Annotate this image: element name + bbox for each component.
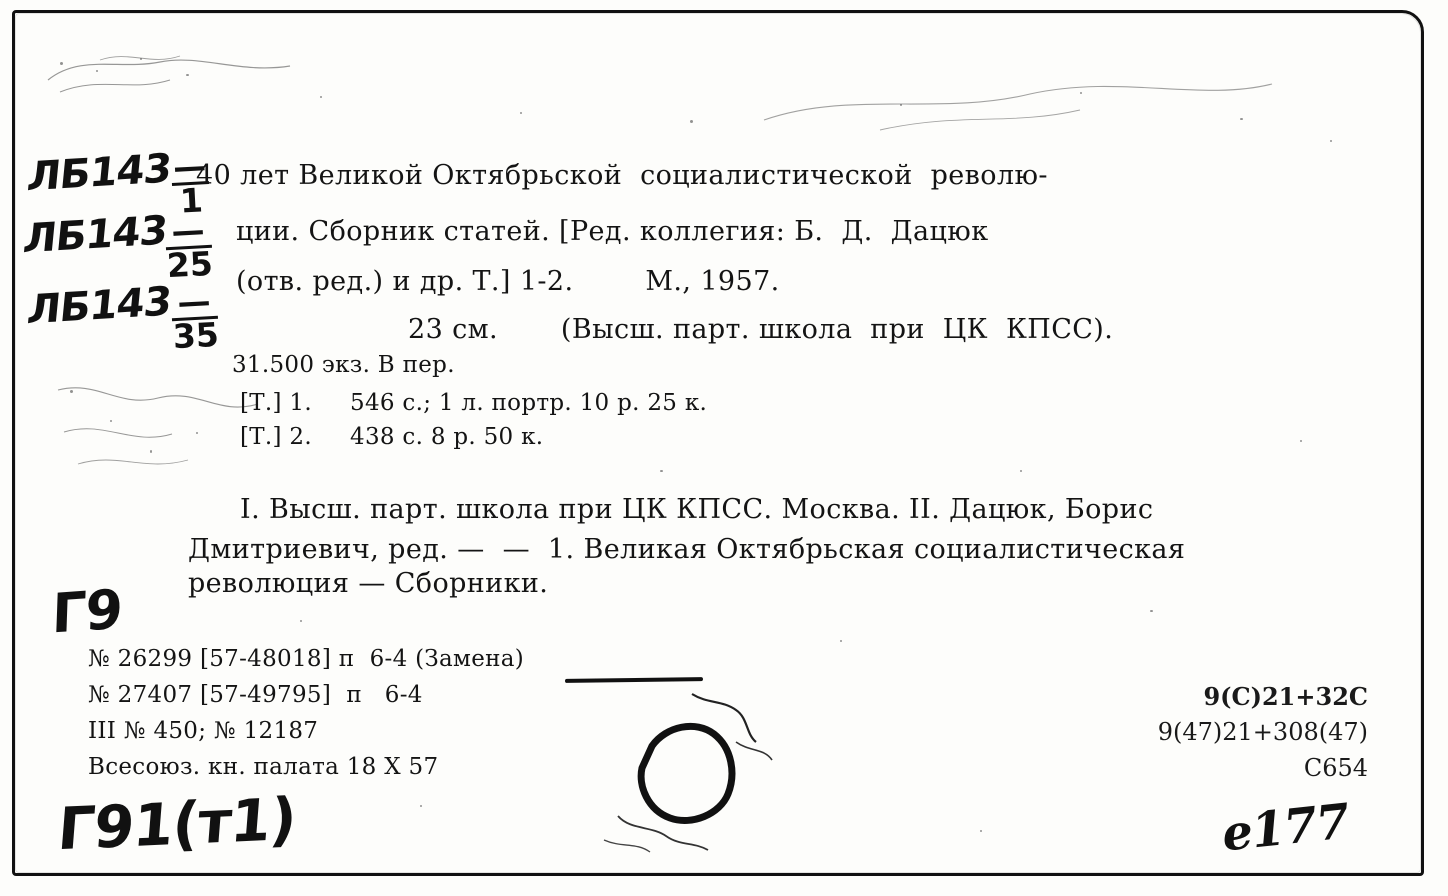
speckle [1150,610,1153,612]
handwritten-fraction-2 [164,210,214,286]
fraction-numerator: — [172,146,208,187]
handwritten-fraction-3 [170,281,220,357]
speckle [420,805,422,807]
speckle [660,470,663,472]
ink-blot [596,690,816,860]
handwritten-mark-bottom: Г91(т1) [55,784,299,864]
pencil-scribble [40,40,300,110]
fraction-denominator: 25 [165,244,214,286]
tracing-line-2: Дмитриевич, ред. — — 1. Великая Октябрьская социалистическая [188,534,1186,565]
title-line-2: ции. Сборник статей. [Ред. коллегия: Б. Д. Дацюк [236,216,989,247]
acquisition-line-1: № 26299 [57-48018] п 6-4 (Замена) [88,646,525,672]
handwritten-shelfmark-1: ЛБ143 [25,145,174,201]
pencil-scribble [760,60,1280,150]
classification-line-2: 9(47)21+308(47) [1157,718,1368,746]
speckle [320,96,322,98]
tracing-line-1: I. Высш. парт. школа при ЦК КПСС. Москва. II. Дацюк, Борис [240,494,1154,525]
volume-2-line: [Т.] 2. 438 с. 8 р. 50 к. [240,424,544,450]
speckle [1300,440,1302,442]
title-line-1: 40 лет Великой Октябрьской социалистической револю- [196,160,1048,191]
tracing-line-3: революция — Сборники. [188,568,549,599]
classification-line-3: С654 [1303,754,1368,782]
title-line-3: (отв. ред.) и др. Т.] 1-2. М., 1957. [236,266,780,297]
acquisition-line-4: Всесоюз. кн. палата 18 X 57 [88,754,439,780]
speckle [840,640,842,642]
fraction-denominator: 35 [171,315,220,357]
acquisition-line-3: III № 450; № 12187 [88,718,319,744]
speckle [520,112,522,114]
physical-description-line-1: 23 см. (Высш. парт. школа при ЦК КПСС). [408,314,1114,345]
speckle [300,620,302,622]
fraction-numerator: — [170,286,218,322]
pencil-scribble [48,372,268,482]
acquisition-line-2: № 27407 [57-49795] п 6-4 [88,682,423,708]
speckle [980,830,982,832]
speckle [1020,470,1022,472]
handwritten-mark-g9: Г9 [50,577,124,646]
handwritten-shelfmark-3: ЛБ143 [25,278,174,334]
speckle [1330,140,1332,142]
speckle [690,120,693,123]
fraction-denominator: 1 [178,180,204,221]
volume-1-line: [Т.] 1. 546 с.; 1 л. портр. 10 р. 25 к. [240,390,708,416]
classification-line-1: 9(С)21+32С [1203,682,1368,711]
physical-description-line-2: 31.500 экз. В пер. [232,352,455,378]
handwritten-signature: е177 [1219,793,1352,863]
handwritten-shelfmark-2: ЛБ143 [21,207,170,263]
fraction-numerator: — [164,215,212,251]
